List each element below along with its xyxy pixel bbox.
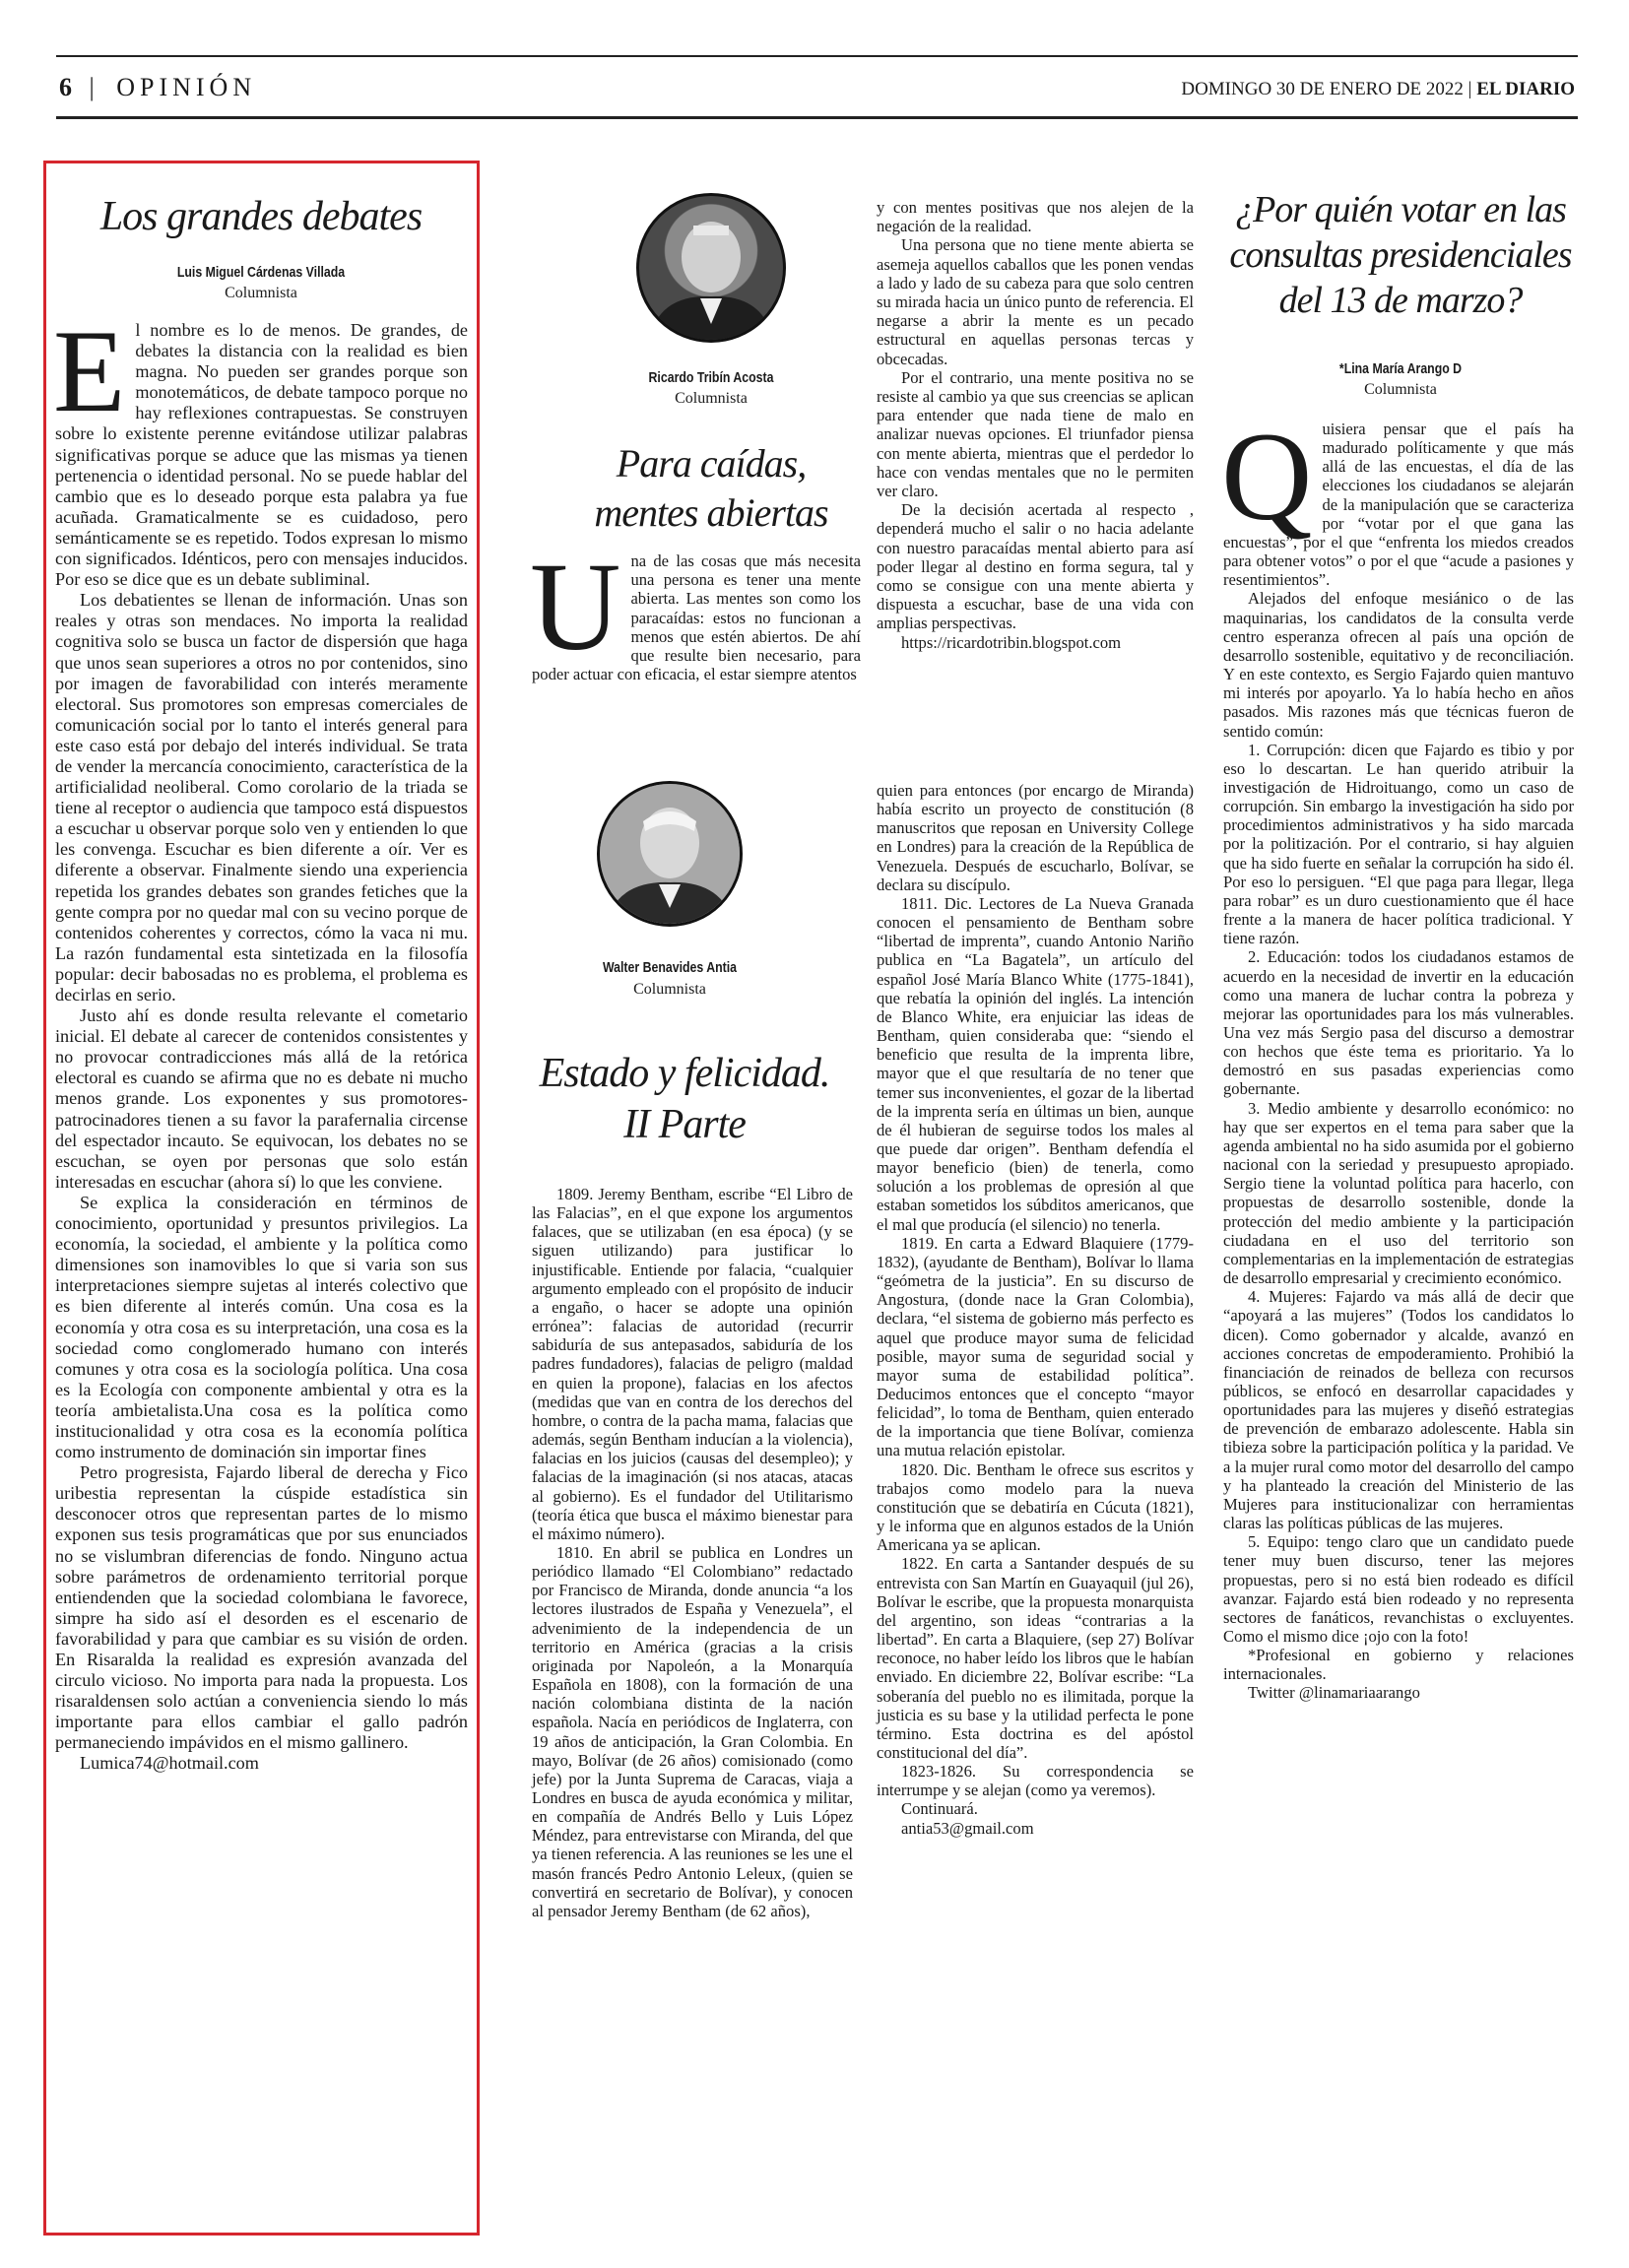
paragraph: y con mentes positivas que nos alejen de la negación de la realidad. [877,198,1194,236]
paragraph: Los debatientes se llenan de información. Unas son reales y otras son mendaces. No importa la realidad cognitiva solo se busca un factor de dispersión que haga que unos sean superiores a otros no por contenidos, sino por imagen de favorabilidad con interés meramente electoral. Sus promotores son empresas comerciales de comunicación social por lo tanto el interés general para este caso está por debajo del interés individual. Se trata de vender la mercancía conocimiento, característica de la artificialidad neoliberal. Como corolario de la triada se tiene al receptor o audiencia que tampoco está dispuestos a escuchar u observar porque solo ven y entienden lo que les convenga. Escuchar es bien diferente a oír. Ver es diferente a observar. Finalmente siendo una experiencia repetida los grandes debates son grandes fetiches que la gente compra por no quedar mal con su vecino porque de contenidos coherentes y correctos, cómo la vaca ni mu. La razón fundamental esta sintetizada en la filosofía popular: decir babosadas no es problema, el problema es decirlas en serio. [55,590,468,1004]
author-blog-link[interactable]: https://ricardotribin.blogspot.com [901,632,1122,652]
section-name: OPINIÓN [116,73,257,101]
issue-date: DOMINGO 30 DE ENERO DE 2022 [1181,79,1464,99]
portrait-silhouette-icon [600,784,740,924]
header-bottom-rule [56,116,1578,119]
article-author: Luis Miguel Cárdenas Villada [176,265,346,281]
drop-cap: U [530,537,621,677]
article-author: Walter Benavides Antia [602,960,738,976]
article-title: Los grandes debates [99,194,423,239]
paragraph: quien para entonces (por encargo de Miranda) había escrito un proyecto de constitución (8 manuscritos que reposan en University College en Londres) para la creación de la República de Venezuela. Después de escucharlo, Bolívar, se declara su discípulo. [877,781,1194,894]
article-author-role: Columnista [225,285,297,301]
paragraph: 1811. Dic. Lectores de La Nueva Granada conocen el pensamiento de Bentham sobre “libertad de imprenta”, cuando Antonio Nariño publica en “La Bagatela”, un artículo del español José María Blanco White (1775-1841), que rebatía la opinión del inglés. La intención de Blanco White, era enjuiciar las ideas de Bentham, quien consideraba que: “siendo el beneficio que resulta de la imprenta libre, mayor que el que resultaría de no tener que temer sus inconvenientes, el gozar de la libertad de la imprenta sería en últimas un bien, aunque de él hubieran de seguirse todos los males al que puede dar origen”. Bentham defendía el mayor beneficio (bien) de tenerla, como solución a los problemas de opresión al que estaban sometidos los súbditos americanos, que el mal que producía (el silencio) no tenerla. [877,893,1194,1234]
paragraph: 5. Equipo: tengo claro que un candidato puede tener muy buen discurso, tener las mejores propuestas, pero si no está bien rodeado es difícil avanzar. Fajardo está bien rodeado y no representa sectores de fanáticos, revanchistas o excluyentes. Como el mismo dice ¡ojo con la foto! [1223,1532,1574,1646]
newspaper-name: EL DIARIO [1476,79,1575,99]
paragraph: 4. Mujeres: Fajardo va más allá de decir que “apoyará a las mujeres” (Todos los candidatos lo dicen). Como gobernador y alcalde, avanzó en acciones concretas de empoderamiento. Prohibió la financiación de reinados de belleza con recursos públicos, se enfocó en desarrollar capacidades y oportunidades para las mujeres y diseñó estrategias de prevención de embarazo adolescente. Habla sin tibieza sobre la participación política y la paridad. Ve a la mujer rural como motor del desarrollo del campo y ha planteado la creación del Ministerio de las Mujeres para institucionalizar con herramientas claras las políticas públicas de las mujeres. [1223,1287,1574,1533]
article-author-role: Columnista [1364,381,1437,398]
paragraph: Quisiera pensar que el país ha madurado políticamente y que más allá de las encuestas, el día de las elecciones los ciudadanos se alejarán de la manipulación que se caracteriza por “votar por el que gana las encuestas”, por el que “enfrenta los miedos creados para obtener votos” o por el que “acude a pasiones y resentimientos”. [1221,407,1574,590]
article-body-continued [877,198,1194,652]
paragraph: Se explica la consideración en términos de conocimiento, oportunidad y presuntos privilegios. La economía, la sociedad, el ambiente y la política como dimensiones son inamovibles lo que si varia son sus interpretaciones siempre sujetas al interés colectivo que es bien diferente al interés común. Una cosa es la economía y otra cosa es su interpretación, una cosa es la sociedad como conglomerado humano con interés comunes y otra cosa es la sociología política. Una cosa es la Ecología con componente ambiental y otra es la teoría ambietalista.Una cosa es la política como institucionalidad y otra cosa es la economía política como instrumento de dominación sin importar fines [55,1192,468,1462]
paragraph: 1. Corrupción: dicen que Fajardo es tibio y por eso lo descartan. Le han querido atribuir la investigación de Hidroituango, como un caso de corrupción. Sin embargo la investigación ha sido por procedimientos administrativos y ha sido marcada por la politización. Por el contrario, si hay alguien que ha sido fuerte en señalar la corrupción ha sido él. Por eso lo persiguen. “El que paga para llegar, llega para robar” es un duro cuestionamiento que él hace frente a la manera de hacer política tradicional. Y tiene razón. [1223,740,1574,948]
closing-note: Continuará. [901,1799,978,1819]
paragraph: Petro progresista, Fajardo liberal de derecha y Fico uribestia representan la cúspide estadística sin desconocer otros que representan partes de lo mismo exponen sus tesis programáticas que por sus enunciados no se vislumbran diferencias de fondo. Ninguno actua sobre parámetros de ordenamiento territorial porque entiendenden que la sociedad colombiana le favorece, simpre ha sido así el desorden es el escenario de favorabilidad y para que cambiar es su visión de orden. En Risaralda la realidad es expresión avanzada del circulo vicioso. No importa para nada la propuesta. Los risaraldensen solo actúan a conveniencia siendo lo más importante para ellos cambiar el gallo padrón permaneciendo impávidos en el mismo gallinero. [55,1462,468,1753]
paragraph: 3. Medio ambiente y desarrollo económico: no hay que ser expertos en el tema para saber que la agenda ambiental no ha sido asumida por el gobierno nacional con la seriedad y presupuesto apropiado. Sergio tiene la voluntad política para hacerlo, con propuestas de desarrollo sostenible, donde la protección del medio ambiente y la participación ciudadana en el uso del territorio son complementarias en la implementación de estrategias de desarrollo empresarial y crecimiento económico. [1223,1098,1574,1288]
header-divider: | [89,73,99,101]
paragraph: Justo ahí es donde resulta relevante el cometario inicial. El debate al carecer de contenidos consistentes y no provocar contradicciones más allá de la retórica electoral es cuando se afirma que no es debate ni mucho menos grande. Los exponentes y sus promotores-patrocinadores tienen a su favor la parafernalia circense del espectador incauto. Se equivocan, los debates no se escuchan, se oyen por personas que solo están interesadas en escuchar (ahora sí) lo que les conviene. [55,1005,468,1192]
paragraph: Una persona que no tiene mente abierta se asemeja aquellos caballos que les ponen vendas a lado y lado de su cabeza para que solo centren su mirada hacia un único punto de referencia. El negarse a abrir la mente es un pecado estructural en aquellas personas tercas y obcecadas. [877,235,1194,368]
article-author: *Lina María Arango D [1338,361,1463,377]
article-body-continued [877,781,1194,1838]
paragraph: 1822. En carta a Santander después de su entrevista con San Martín en Guayaquil (jul 26), Bolívar le escribe, que la propuesta monarquista del argentino, son ideas “contrarias a la libertad”. En carta a Blaquiere, (sep 27) Bolívar reconoce, no haber leído los libros que le habían enviado. En diciembre 22, Bolívar escribe: “La soberanía del pueblo no es ilimitada, porque la justicia es su base y la utilidad perfecta le pone término. Esta doctrina es del apóstol constitucional del día”. [877,1554,1194,1762]
author-twitter: Twitter @linamariaarango [1248,1683,1420,1703]
portrait-silhouette-icon [639,196,783,340]
paragraph: Una de las cosas que más necesita una persona es tener una mente abierta. Las mentes son como los paracaídas: estos no funcionan a menos que estén abiertos. De ahí que resulte bien necesario, para poder actuar con eficacia, el estar siempre atentos [530,537,861,684]
article-title: Para caídas, mentes abiertas [594,441,828,535]
page-number: 6 [59,73,72,101]
paragraph: 1819. En carta a Edward Blaquiere (1779-1832), (ayudante de Bentham), Bolívar lo llama “geómetra de la justicia”. En su discurso de Angostura, (donde nace la Gran Colombia), declara, “el sistema de gobierno más perfecto es aquel que produce mayor suma de felicidad posible, mayor suma de seguridad social y mayor suma de estabilidad política”. Deducimos entonces que el concepto “mayor felicidad”, lo toma de Bentham, quien enterado de la importancia que tiene Bolívar, comienza una mutua relación epistolar. [877,1233,1194,1460]
paragraph: 1820. Dic. Bentham le ofrece sus escritos y trabajos como modelo para la nueva constitución que se debatiría en Cúcuta (1821), y le informa que en algunos estados de la Unión Americana ya se aplican. [877,1459,1194,1555]
article-author: Ricardo Tribín Acosta [648,370,774,386]
paragraph: Por el contrario, una mente positiva no se resiste al cambio ya que sus creencias se aplican para entender que nada tiene de malo en analizar nuevas opciones. El triunfador piensa con mente abierta, mientras que el perdedor lo hace con vendas mentales que no le permiten ver claro. [877,367,1194,501]
footnote: *Profesional en gobierno y relaciones internacionales. [1223,1646,1574,1684]
article-body [1221,407,1574,1703]
paragraph: De la decisión acertada al respecto , dependerá mucho el salir o no hacia adelante con nuestro paracaídas mental abierto para así poder llegar al destino en forma segura, tal y como se consigue con una mente abierta y dispuesta a escuchar, base de una vida con amplias perspectivas. [877,500,1194,633]
header-top-rule [56,55,1578,57]
article-body [532,1185,853,1920]
article-title: Estado y felicidad. II Parte [539,1051,830,1147]
paragraph: 1809. Jeremy Bentham, escribe “El Libro de las Falacias”, en el que expone los argumentos falaces, que se utilizaban (en esa época) (y se siguen utilizando) para justificar lo injustificable. Entiende por falacia, “cualquier argumento empleado con el propósito de inducir a engaño, o hacer se adopte una opinión errónea”: falacias de autoridad (recurrir sabiduría de sus antepasados, sabiduría de los padres fundadores), falacias de peligro (maldad en quien la propone), falacias en los afectos (medidas que van en contra de los derechos del hombre, o contra de la pacha mama, falacias que además, según Bentham inducían a la violencia), falacias en los juicios (causas del desempleo); y falacias de la imaginación (si nos atacas, atacas al gobierno). Es el fundador del Utilitarismo (teoría ética que busca el máximo bienestar para el máximo número). [532,1185,853,1543]
article-body [53,305,468,1775]
author-email: Lumica74@hotmail.com [80,1753,259,1774]
article-author-role: Columnista [675,390,748,407]
header-dateline: DOMINGO 30 DE ENERO DE 2022 | EL DIARIO [1181,79,1575,99]
author-photo [636,193,786,343]
paragraph: 1810. En abril se publica en Londres un periódico llamado “El Colombiano” redactado por Francisco de Miranda, donde anuncia “a los lectores ilustrados de España y Venezuela”, el advenimiento de la independencia de un territorio en América (gracias a la crisis originada por Napoleón, a la Monarquía Española en 1808), con la formación de una nación colombiana distinta de la nación española. Nacía en periódicos de Inglaterra, con 19 años de anticipación, la Gran Colombia. En mayo, Bolívar (de 26 años) comisionado (como jefe) por la Junta Suprema de Caracas, viaja a Londres en busca de ayuda económica y militar, en compañía de Andrés Bello y Luis López Méndez, para entrevistarse con Miranda, del que ya tienen referencia. A las reuniones se les une el masón francés Pedro Antonio Leleux, (quien se convertirá en secretario de Bolívar), y conocen al pensador Jeremy Bentham (de 62 años), [532,1542,853,1920]
paragraph: 1823-1826. Su correspondencia se interrumpe y se alejan (como ya veremos). [877,1762,1194,1800]
drop-cap: E [53,305,126,436]
paragraph: 2. Educación: todos los ciudadanos estamos de acuerdo en la necesidad de invertir en la educación como una manera de luchar contra la pobreza y mejorar las oportunidades para los más vulnerables. Una vez más Sergio pasa del discurso a demostrar con hechos que éste tema es prioritario. Ya lo demostró en sus pasadas experiencias como gobernante. [1223,947,1574,1099]
article-title: ¿Por quién votar en las consultas presidenciales del 13 de marzo? [1229,189,1572,321]
author-photo [597,781,743,927]
drop-cap: Q [1221,407,1313,547]
section-header [59,73,256,102]
paragraph: Alejados del enfoque mesiánico o de las maquinarias, los candidatos de la consulta verde centro esperanza ofrecen al país una opción de desarrollo sostenible, equitativo y de reconciliación. Y en este contexto, es Sergio Fajardo quien mantuvo mi interés por apoyarlo. Ya lo había hecho en años pasados. Mis razones más que técnicas fueron de sentido común: [1223,589,1574,741]
author-email: antia53@gmail.com [901,1818,1034,1838]
article-author-role: Columnista [633,981,706,998]
paragraph: El nombre es lo de menos. De grandes, de debates la distancia con la realidad es bien magna. No pueden ser grandes porque son monotemáticos, de debate tampoco porque no hay reflexiones contrapuestas. Se construyen sobre lo existente perenne evitándose utilizar palabras significativas porque se aduce que las mismas ya tienen pertenencia o identidad personal. No se puede hablar del cambio que es lo deseado porque esta palabra ya fue acuñada. Gramaticalmente se es cuidadoso, pero semánticamente se es repetido. Todos expresan lo mismo con significados. Idénticos, pero con mensajes inducidos. Por eso se dice que es un debate subliminal. [53,305,468,590]
article-body [530,537,861,684]
